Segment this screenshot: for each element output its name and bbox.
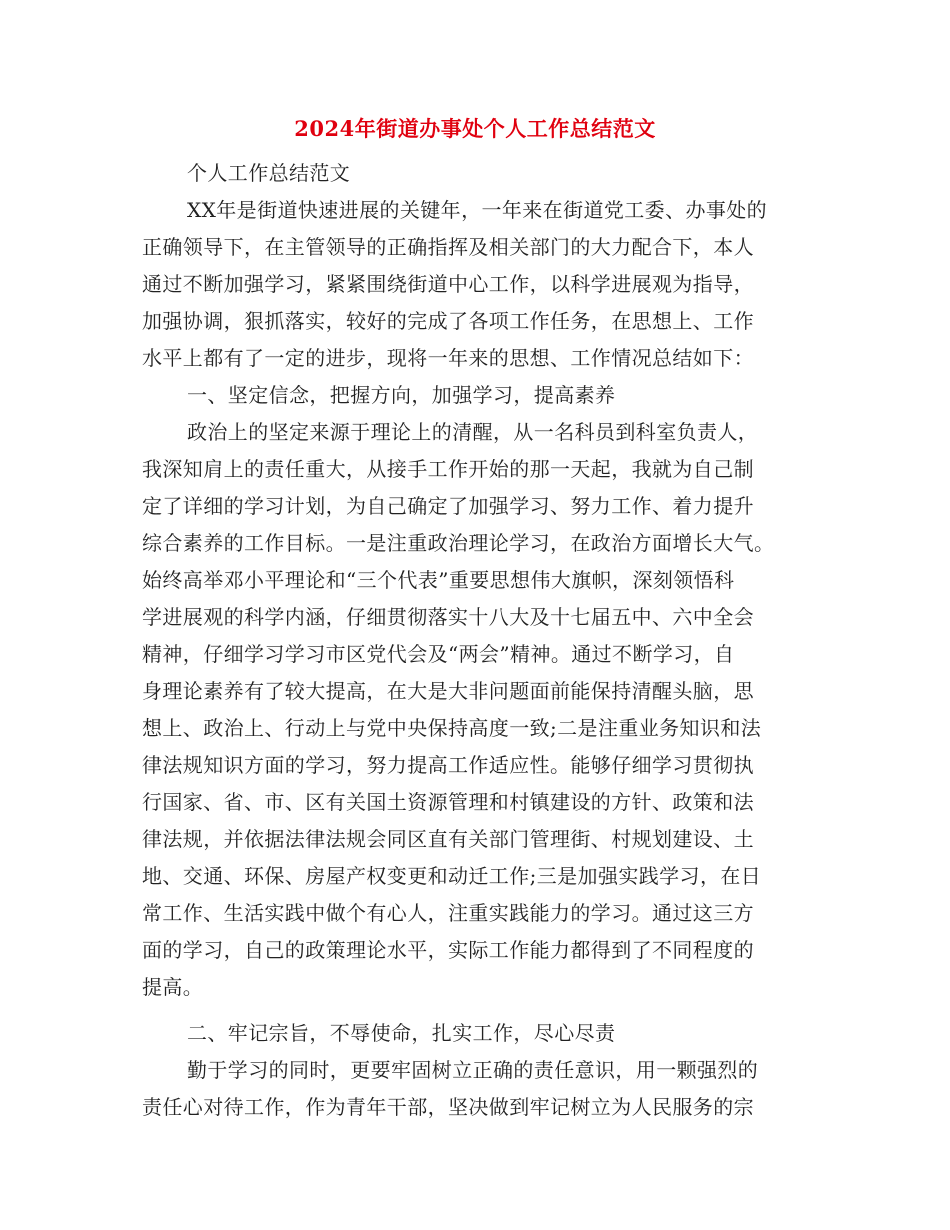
paragraph-line: 加强协调，狠抓落实，较好的完成了各项工作任务，在思想上、工作 — [142, 309, 754, 333]
paragraph-line: 学进展观的科学内涵，仔细贯彻落实十八大及十七届五中、六中全会 — [142, 605, 754, 629]
paragraph-line: 行国家、省、市、区有关国土资源管理和村镇建设的方针、政策和法 — [142, 790, 754, 814]
paragraph-line: 勤于学习的同时，更要牢固树立正确的责任意识，用一颗强烈的 — [187, 1058, 759, 1082]
paragraph-line: 常工作、生活实践中做个有心人，注重实践能力的学习。通过这三方 — [142, 901, 754, 925]
paragraph-line: 正确领导下，在主管领导的正确指挥及相关部门的大力配合下，本人 — [142, 235, 754, 259]
paragraph-line: 想上、政治上、行动上与党中央保持高度一致;二是注重业务知识和法 — [142, 716, 762, 740]
paragraph-line: 责任心对待工作，作为青年干部，坚决做到牢记树立为人民服务的宗 — [142, 1095, 754, 1119]
paragraph-line: 通过不断加强学习，紧紧围绕街道中心工作，以科学进展观为指导， — [142, 272, 754, 296]
paragraph-line: 定了详细的学习计划，为自己确定了加强学习、努力工作、着力提升 — [142, 494, 754, 518]
section-heading-2: 二、牢记宗旨，不辱使命，扎实工作，尽心尽责 — [187, 1021, 616, 1045]
paragraph-line: 提高。 — [142, 975, 204, 999]
subtitle-line: 个人工作总结范文 — [187, 161, 351, 185]
paragraph-line: 地、交通、环保、房屋产权变更和动迁工作;三是加强实践学习，在日 — [142, 864, 762, 888]
document-title: 2024年街道办事处个人工作总结范文 — [294, 116, 656, 141]
paragraph-line: 律法规知识方面的学习，努力提高工作适应性。能够仔细学习贯彻执 — [142, 753, 754, 777]
paragraph-line: 综合素养的工作目标。一是注重政治理论学习，在政治方面增长大气。 — [142, 531, 775, 555]
section-heading-1: 一、坚定信念，把握方向，加强学习，提高素养 — [187, 383, 616, 407]
paragraph-line: XX年是街道快速进展的关键年，一年来在街道党工委、办事处的 — [187, 198, 768, 222]
paragraph-line: 面的学习，自己的政策理论水平，实际工作能力都得到了不同程度的 — [142, 938, 754, 962]
paragraph-line: 身理论素养有了较大提高，在大是大非问题面前能保持清醒头脑，思 — [142, 679, 754, 703]
paragraph-line: 水平上都有了一定的进步，现将一年来的思想、工作情况总结如下： — [142, 346, 754, 370]
document-body — [142, 155, 822, 1126]
paragraph-line: 我深知肩上的责任重大，从接手工作开始的那一天起，我就为自己制 — [142, 457, 754, 481]
paragraph-line: 律法规，并依据法律法规会同区直有关部门管理街、村规划建设、土 — [142, 827, 754, 851]
paragraph-line: 精神，仔细学习学习市区党代会及“两会”精神。通过不断学习，自 — [142, 642, 735, 666]
paragraph-line: 政治上的坚定来源于理论上的清醒，从一名科员到科室负责人， — [187, 420, 759, 444]
paragraph-line: 始终高举邓小平理论和“三个代表”重要思想伟大旗帜，深刻领悟科 — [142, 568, 735, 592]
